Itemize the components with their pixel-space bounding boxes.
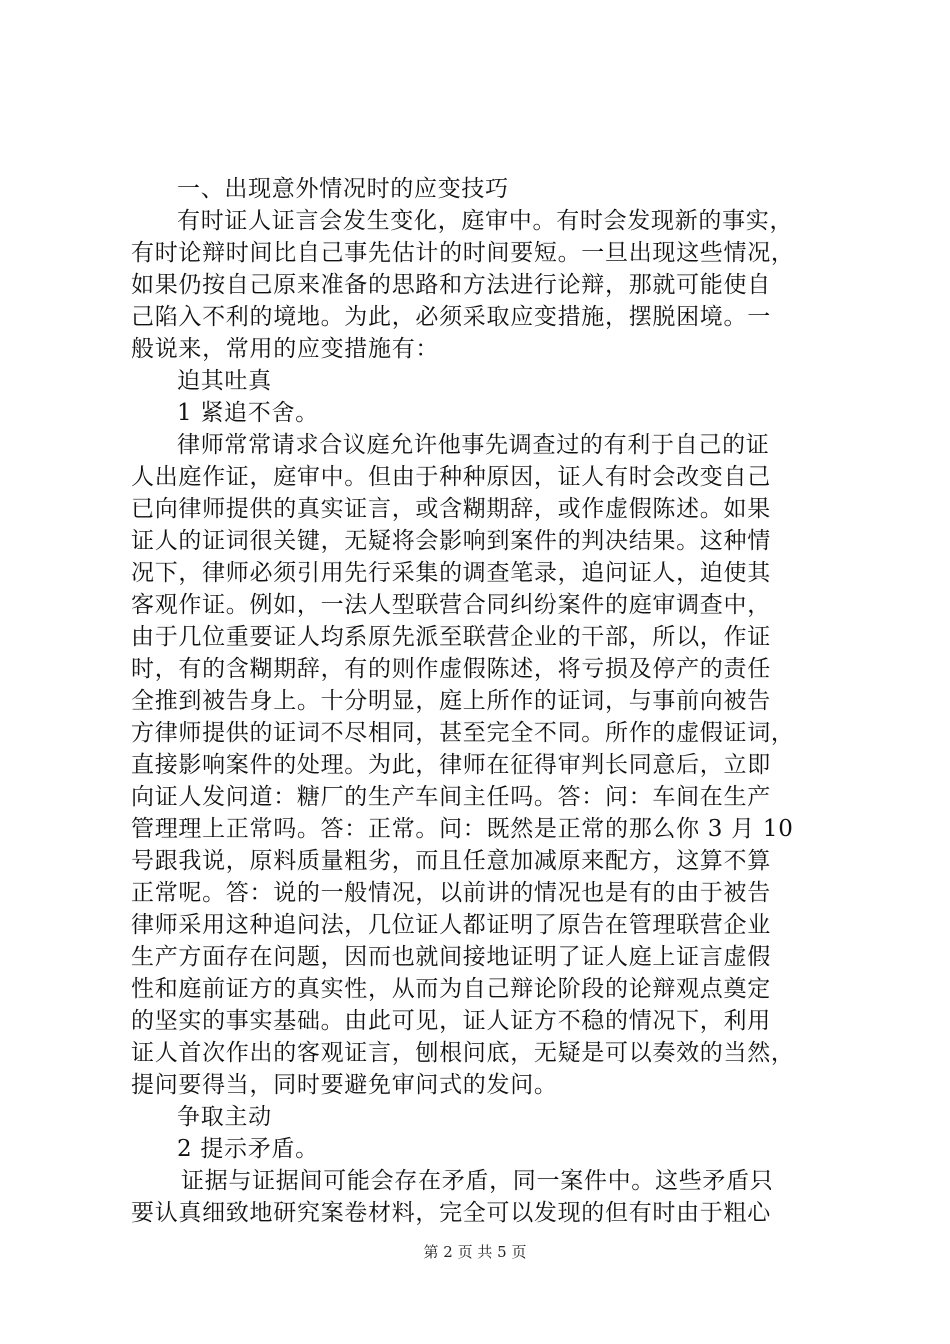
paragraph-line: 正常呢。答：说的一般情况，以前讲的情况也是有的由于被告 bbox=[131, 880, 771, 906]
paragraph-line: 全推到被告身上。十分明显，庭上所作的证词，与事前向被告 bbox=[131, 688, 771, 714]
paragraph-line: 管理理上正常吗。答：正常。问：既然是正常的那么你 3 月 10 bbox=[131, 816, 794, 842]
paragraph-line: 性和庭前证方的真实性，从而为自己辩论阶段的论辩观点奠定 bbox=[131, 976, 771, 1002]
paragraph-line: 时，有的含糊期辞，有的则作虚假陈述，将亏损及停产的责任 bbox=[131, 656, 771, 682]
paragraph-line: 生产方面存在问题，因而也就间接地证明了证人庭上证言虚假 bbox=[131, 944, 771, 970]
page-footer: 第 2 页 共 5 页 bbox=[423, 1243, 527, 1261]
numbered-heading: 2 提示矛盾。 bbox=[177, 1136, 319, 1162]
paragraph-line: 由于几位重要证人均系原先派至联营企业的干部，所以，作证 bbox=[131, 624, 771, 650]
paragraph-line: 向证人发问道：糖厂的生产车间主任吗。答：问：车间在生产 bbox=[131, 784, 771, 810]
paragraph-line: 律师常常请求合议庭允许他事先调查过的有利于自己的证 bbox=[177, 432, 770, 458]
subheading: 争取主动 bbox=[177, 1104, 272, 1130]
paragraph-line: 直接影响案件的处理。为此，律师在征得审判长同意后，立即 bbox=[131, 752, 771, 778]
paragraph-line: 律师采用这种追问法，几位证人都证明了原告在管理联营企业 bbox=[131, 912, 771, 938]
paragraph-line: 的坚实的事实基础。由此可见，证人证方不稳的情况下，利用 bbox=[131, 1008, 771, 1034]
paragraph-line: 有时证人证言会发生变化，庭审中。有时会发现新的事实， bbox=[177, 208, 794, 234]
paragraph-line: 证人首次作出的客观证言，刨根问底，无疑是可以奏效的当然， bbox=[131, 1040, 795, 1066]
subheading: 迫其吐真 bbox=[177, 368, 272, 394]
paragraph-line: 证据与证据间可能会存在矛盾，同一案件中。这些矛盾只 bbox=[181, 1168, 774, 1194]
paragraph-line: 人出庭作证，庭审中。但由于种种原因，证人有时会改变自己 bbox=[131, 464, 771, 490]
paragraph-line: 方律师提供的证词不尽相同，甚至完全不同。所作的虚假证词， bbox=[131, 720, 795, 746]
paragraph-line: 号跟我说，原料质量粗劣，而且任意加减原来配方，这算不算 bbox=[131, 848, 771, 874]
numbered-heading: 1 紧追不舍。 bbox=[177, 400, 319, 426]
paragraph-line: 有时论辩时间比自己事先估计的时间要短。一旦出现这些情况， bbox=[131, 240, 795, 266]
paragraph-line: 般说来，常用的应变措施有： bbox=[131, 336, 440, 362]
paragraph-line: 提问要得当，同时要避免审问式的发问。 bbox=[131, 1072, 558, 1098]
paragraph-line: 己陷入不利的境地。为此，必须采取应变措施，摆脱困境。一 bbox=[131, 304, 771, 330]
paragraph-line: 证人的证词很关键，无疑将会影响到案件的判决结果。这种情 bbox=[131, 528, 771, 554]
paragraph-line: 要认真细致地研究案卷材料，完全可以发现的但有时由于粗心 bbox=[131, 1200, 771, 1226]
section-heading: 一、出现意外情况时的应变技巧 bbox=[177, 176, 509, 202]
paragraph-line: 已向律师提供的真实证言，或含糊期辞，或作虚假陈述。如果 bbox=[131, 496, 771, 522]
paragraph-line: 客观作证。例如，一法人型联营合同纠纷案件的庭审调查中， bbox=[131, 592, 771, 618]
paragraph-line: 如果仍按自己原来准备的思路和方法进行论辩，那就可能使自 bbox=[131, 272, 771, 298]
paragraph-line: 况下，律师必须引用先行采集的调查笔录，追问证人，迫使其 bbox=[131, 560, 771, 586]
